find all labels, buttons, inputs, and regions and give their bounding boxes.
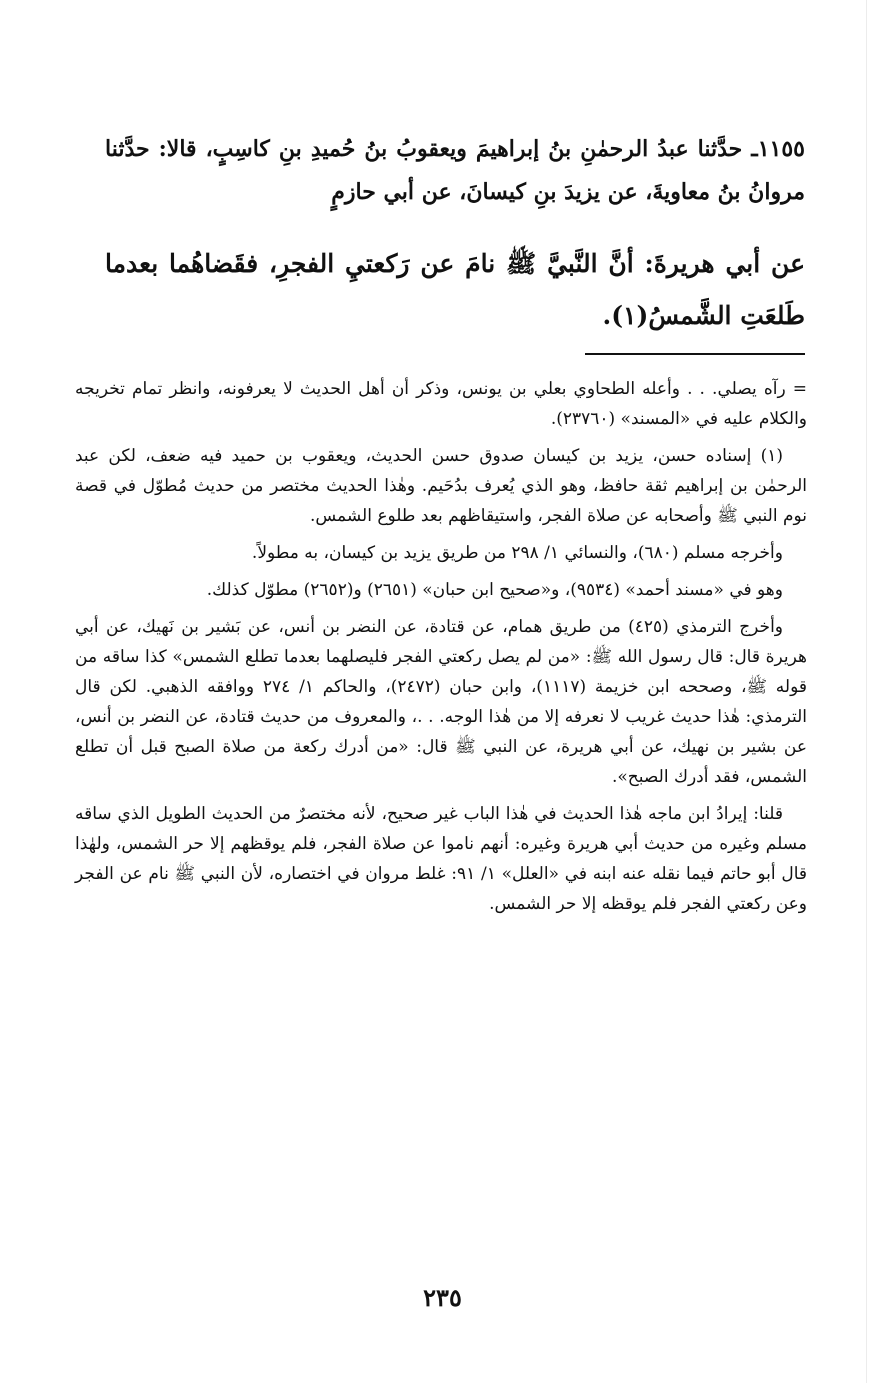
hadith-isnad: ١١٥٥ـ حدَّثنا عبدُ الرحمٰنِ بنُ إبراهيمَ ويعقوبُ بنُ حُميدِ بنِ كاسِبٍ، قالا: حدَّثنا مروانُ بنُ معاويةَ، عن يزيدَ بنِ كيسانَ، عن أبي حازمٍ [105,136,805,205]
footnote-continuation: = رآه يصلي. . . وأعله الطحاوي بعلي بن يونس، وذكر أن أهل الحديث لا يعرفونه، وانظر تمام تخريجه والكلام عليه في «المسند» (٢٣٧٦٠). [75,379,807,429]
footnote-paragraph: قلنا: إيرادُ ابن ماجه هٰذا الحديث في هٰذا الباب غير صحيح، لأنه مختصرٌ من الحديث الطويل الذي ساقه مسلم وغيره من حديث أبي هريرة وغيره: أنهم ناموا عن صلاة الفجر، فلم يوقظهم إلا حر الشمس، ولهٰذا قال أبو حاتم فيما نقله عنه ابنه في «العلل» ١/ ٩١: غلط مروان في اختصاره، لأن النبي ﷺ نام عن الفجر وعن ركعتي الفجر فلم يوقظه إلا حر الشمس. [75,804,808,914]
scan-edge-line [866,0,867,1383]
footnote-separator [585,353,805,355]
footnote-1: (١) إسناده حسن، يزيد بن كيسان صدوق حسن الحديث، ويعقوب بن حميد فيه ضعف، لكن عبد الرحمٰن بن إبراهيم ثقة حافظ، وهو الذي يُعرف بدُحَيم. وهٰذا الحديث مختصر من حديث مُطوّل في قصة نوم النبي ﷺ وأصحابه عن صلاة الفجر، واستيقاظهم بعد طلوع الشمس. [75,446,807,526]
footnote-paragraph: وأخرج الترمذي (٤٢٥) من طريق همام، عن قتادة، عن النضر بن أنس، عن بَشير بن نَهيك، عن أبي هريرة قال: قال رسول الله ﷺ: «من لم يصل ركعتي الفجر فليصلهما بعدما تطلع الشمس» كذا ساقه من قوله ﷺ، وصححه ابن خزيمة (١١١٧)، وابن حبان (٢٤٧٢)، والحاكم ١/ ٢٧٤ ووافقه الذهبي. لكن قال الترمذي: هٰذا حديث غريب لا نعرفه إلا من هٰذا الوجه. . .، والمعروف من حديث قتادة، عن النضر بن أنس، عن بشير بن نهيك، عن أبي هريرة، عن النبي ﷺ قال: «من أدرك ركعة من صلاة الصبح قبل أن تطلع الشمس، فقد أدرك الصبح». [75,617,807,787]
hadith-matn: عن أبي هريرةَ: أنَّ النَّبيَّ ﷺ نامَ عن رَكعتيِ الفجرِ، فقَضاهُما بعدما طَلعَتِ الشَّمسُ(١). [105,249,805,330]
footnote-paragraph: وأخرجه مسلم (٦٨٠)، والنسائي ١/ ٢٩٨ من طريق يزيد بن كيسان، به مطولاً. [251,543,783,563]
page-number: ٢٣٥ [423,1283,462,1312]
footnotes-section [75,374,807,926]
footnote-paragraph: وهو في «مسند أحمد» (٩٥٣٤)، و«صحيح ابن حبان» (٢٦٥١) و(٢٦٥٢) مطوّل كذلك. [206,580,783,600]
